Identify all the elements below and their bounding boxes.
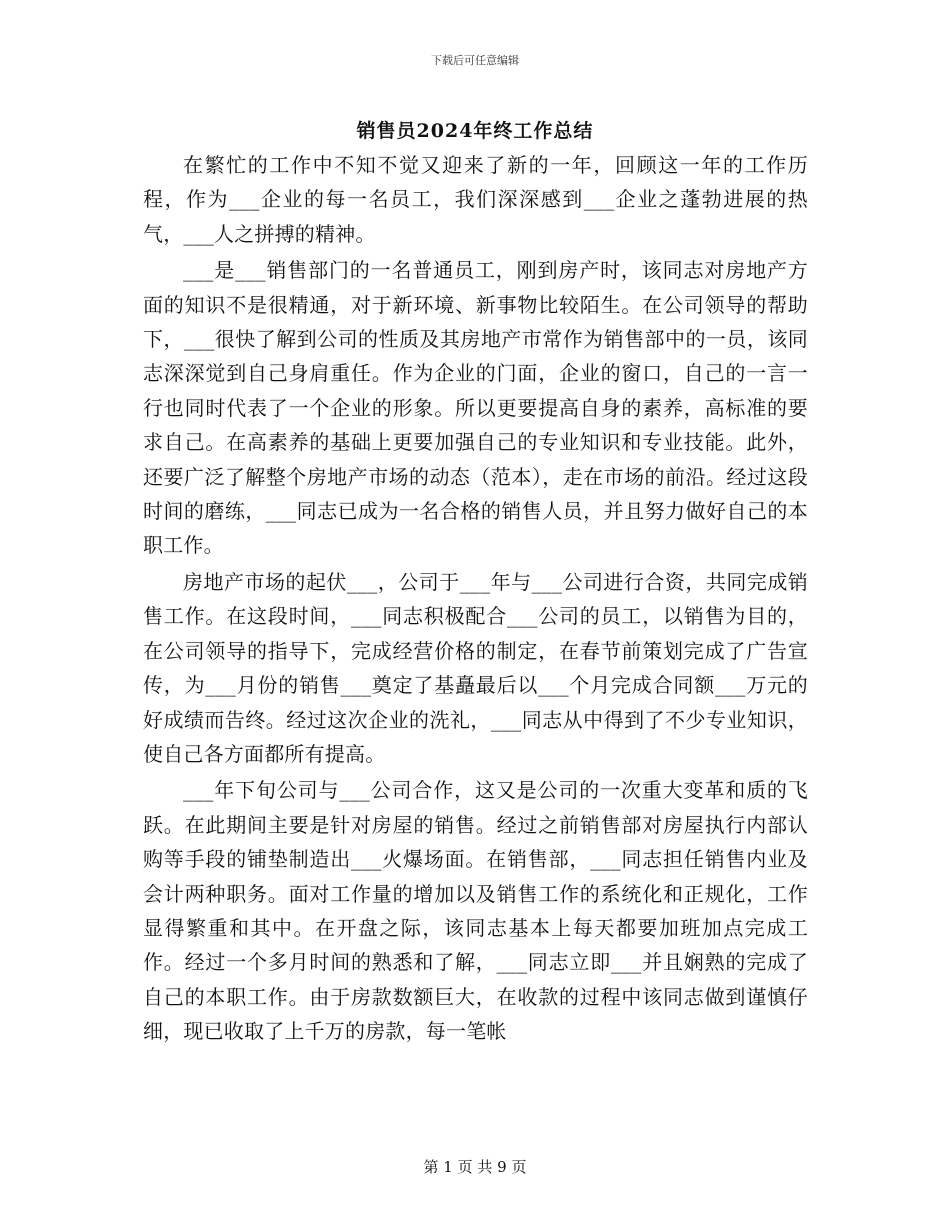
paragraph-4: ___年下旬公司与___公司合作，这又是公司的一次重大变革和质的飞跃。在此期间主要是针对房屋的销售。经过之前销售部对房屋执行内部认购等手段的铺垫制造出___火爆场面。在销售部，___同志担任销售内业及会计两种职务。面对工作量的增加以及销售工作的系统化和正规化，工作显得繁重和其中。在开盘之际，该同志基本上每天都要加班加点完成工作。经过一个多月时间的熟悉和了解，___同志立即___并且娴熟的完成了自己的本职工作。由于房款数额巨大，在收款的过程中该同志做到谨慎仔细，现已收取了上千万的房款，每一笔帐 <box>143 778 808 1044</box>
page-header: 下载后可任意编辑 <box>431 54 519 67</box>
paragraph-3: 房地产市场的起伏___，公司于___年与___公司进行合资，共同完成销售工作。在这段时间，___同志积极配合___公司的员工，以销售为目的，在公司领导的指导下，完成经营价格的制定，在春节前策划完成了广告宣传，为___月份的销售___奠定了基矗最后以___个月完成合同额___万元的好成绩而告终。经过这次企业的洗礼，___同志从中得到了不少专业知识，使自己各方面都所有提高。 <box>143 569 808 766</box>
document-title: 销售员2024年终工作总结 <box>356 120 594 142</box>
paragraph-1: 在繁忙的工作中不知不觉又迎来了新的一年，回顾这一年的工作历程，作为___企业的每一名员工，我们深深感到___企业之蓬勃进展的热气，___人之拼搏的精神。 <box>143 153 808 246</box>
page-number-footer: 第 1 页 共 9 页 <box>423 1158 527 1176</box>
document-body <box>143 148 808 1051</box>
paragraph-2: ___是___销售部门的一名普通员工，刚到房产时，该同志对房地产方面的知识不是很精通，对于新环境、新事物比较陌生。在公司领导的帮助下，___很快了解到公司的性质及其房地产市常作为销售部中的一员，该同志深深觉到自己身肩重任。作为企业的门面，企业的窗口，自己的一言一行也同时代表了一个企业的形象。所以更要提高自身的素养，高标准的要求自己。在高素养的基础上更要加强自己的专业知识和专业技能。此外，还要广泛了解整个房地产市场的动态（范本），走在市场的前沿。经过这段时间的磨练，___同志已成为一名合格的销售人员，并且努力做好自己的本职工作。 <box>143 258 808 558</box>
